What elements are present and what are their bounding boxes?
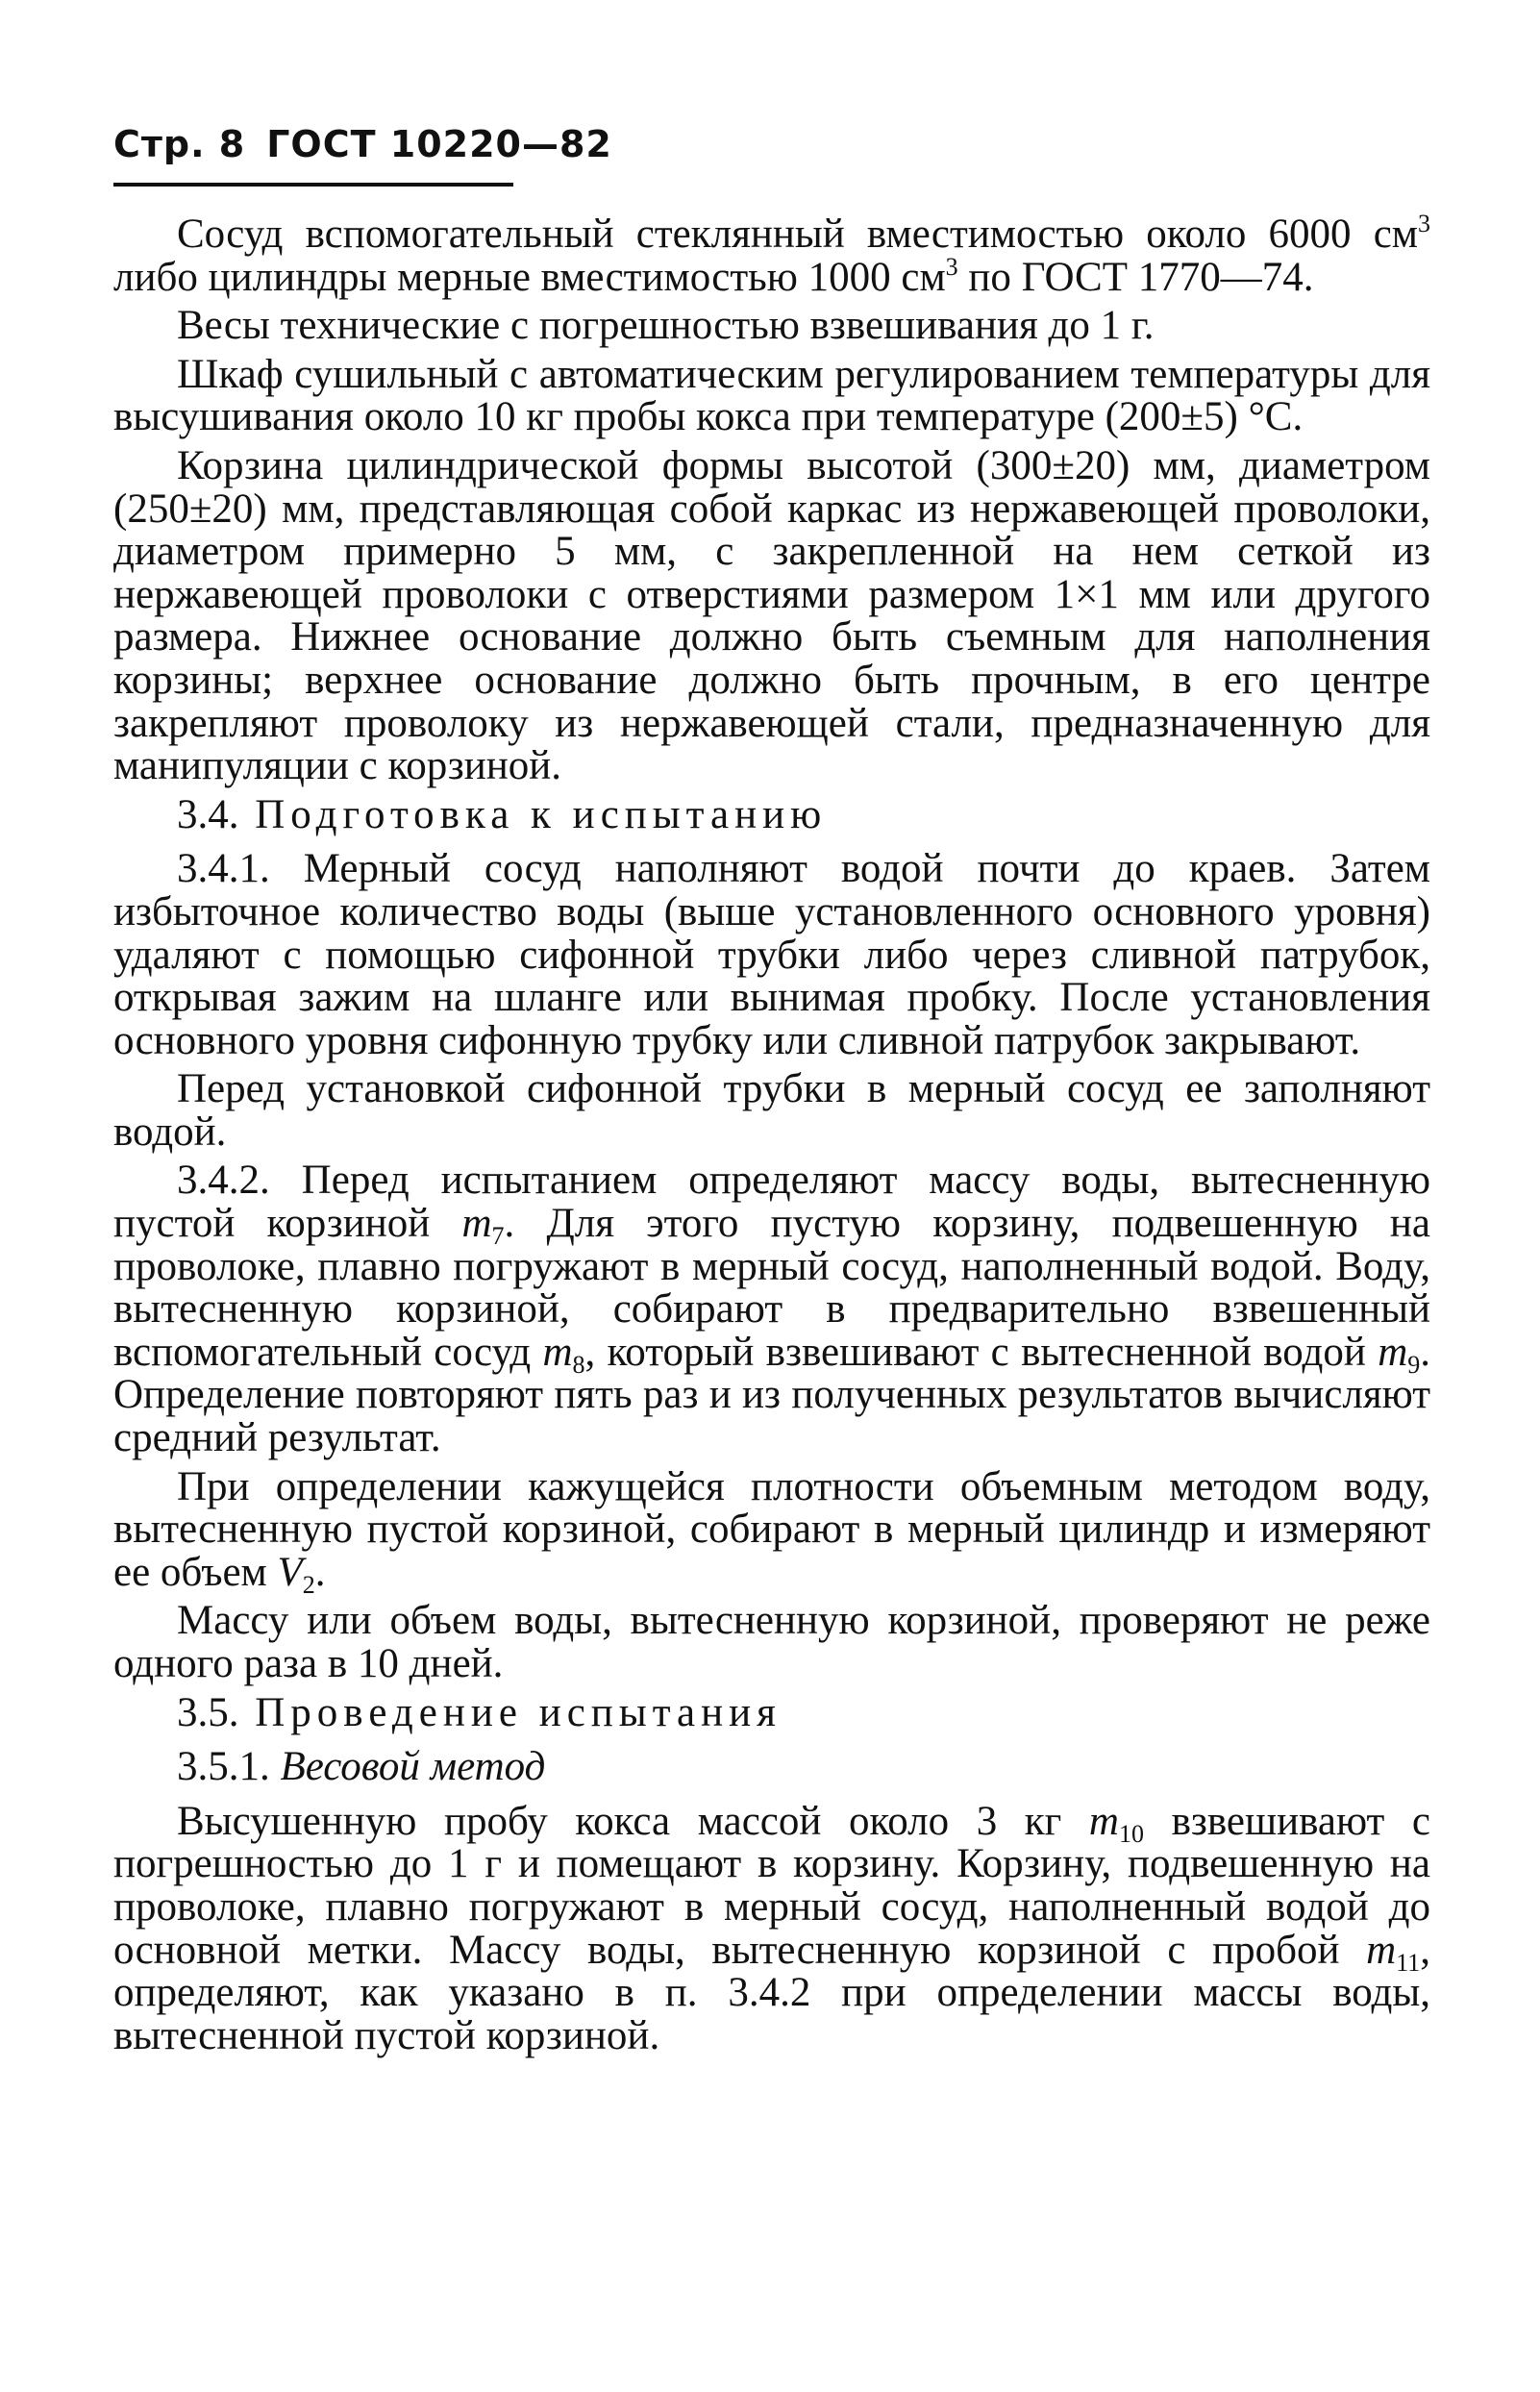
section-heading-3-4: 3.4. Подготовка к испытанию bbox=[177, 791, 828, 837]
page-header bbox=[113, 123, 612, 165]
paragraph-siphon: Перед установкой сифонной трубки в мерный сосуд ее заполняют водой. bbox=[113, 1066, 1430, 1155]
header-rule bbox=[113, 183, 513, 187]
paragraph-check: Массу или объем воды, вытесненную корзиной, проверяют не реже одного раза в 10 дней. bbox=[113, 1598, 1430, 1686]
body-text bbox=[113, 210, 1431, 2063]
paragraph-vessel: Сосуд вспомогательный стеклянный вместимостью около 6000 $см^3$ либо цилиндры мерные вместимостью 1000 $см^3$ по ГОСТ 1770—74. bbox=[113, 210, 1430, 300]
paragraph-weight-method: Высушенную пробу кокса массой около 3 кг $m_{10}$ взвешивают с погрешностью до 1 г и помещают в корзину. Корзину, подвешенную на проволоке, плавно погружают в мерный сосуд, наполненный водой до основной метки. Массу воды, вытесненную корзиной с пробой $m_{11}$, определяют, как указано в п. 3.4.2 при определении массы воды, вытесненной пустой корзиной. bbox=[113, 1798, 1430, 2058]
paragraph-3-4-2: 3.4.2. Перед испытанием определяют массу воды, вытесненную пустой корзиной $m_7$. Для этого пустую корзину, подвешенную на проволоке, плавно погружают в мерный сосуд, наполненный водой. Воду, вытесненную корзиной, собирают в предварительно взвешенный вспомогательный сосуд $m_8$, который взвешивают с вытесненной водой $m_9$. Определение повторяют пять раз и из полученных результатов вычисляют средний результат. bbox=[113, 1158, 1431, 1461]
paragraph-oven: Шкаф сушильный с автоматическим регулированием температуры для высушивания около 10 кг пробы кокса при температуре (200±5) °С. bbox=[113, 351, 1430, 440]
page-number: Стр. 8 bbox=[113, 123, 246, 165]
standard-number: ГОСТ 10220—82 bbox=[266, 123, 612, 165]
subsection-heading-3-5-1: 3.5.1. Весовой метод bbox=[177, 1744, 546, 1790]
paragraph-basket: Корзина цилиндрической формы высотой (300±20) мм, диаметром (250±20) мм, представляющая собой каркас из нержавеющей проволоки, диаметром примерно 5 мм, с закрепленной на нем сеткой из нержавеющей проволоки с отверстиями размером 1×1 мм или другого размера. Нижнее основание должно быть съемным для наполнения корзины; верхнее основание должно быть прочным, в его центре закрепляют проволоку из нержавеющей стали, предназначенную для манипуляции с корзиной. bbox=[113, 442, 1430, 789]
paragraph-scales: Весы технические с погрешностью взвешивания до 1 г. bbox=[177, 303, 1155, 349]
paragraph-3-4-1: 3.4.1. Мерный сосуд наполняют водой почти до краев. Затем избыточное количество воды (выше установленного основного уровня) удаляют с помощью сифонной трубки либо через сливной патрубок, открывая зажим на шланге или вынимая пробку. После установления основного уровня сифонную трубку или сливной патрубок закрывают. bbox=[113, 846, 1430, 1063]
section-heading-3-5: 3.5. Проведение испытания bbox=[177, 1689, 782, 1735]
paragraph-volumetric: При определении кажущейся плотности объемным методом воду, вытесненную пустой корзиной, собирают в мерный цилиндр и измеряют ее объем $V_2$. bbox=[113, 1463, 1430, 1599]
